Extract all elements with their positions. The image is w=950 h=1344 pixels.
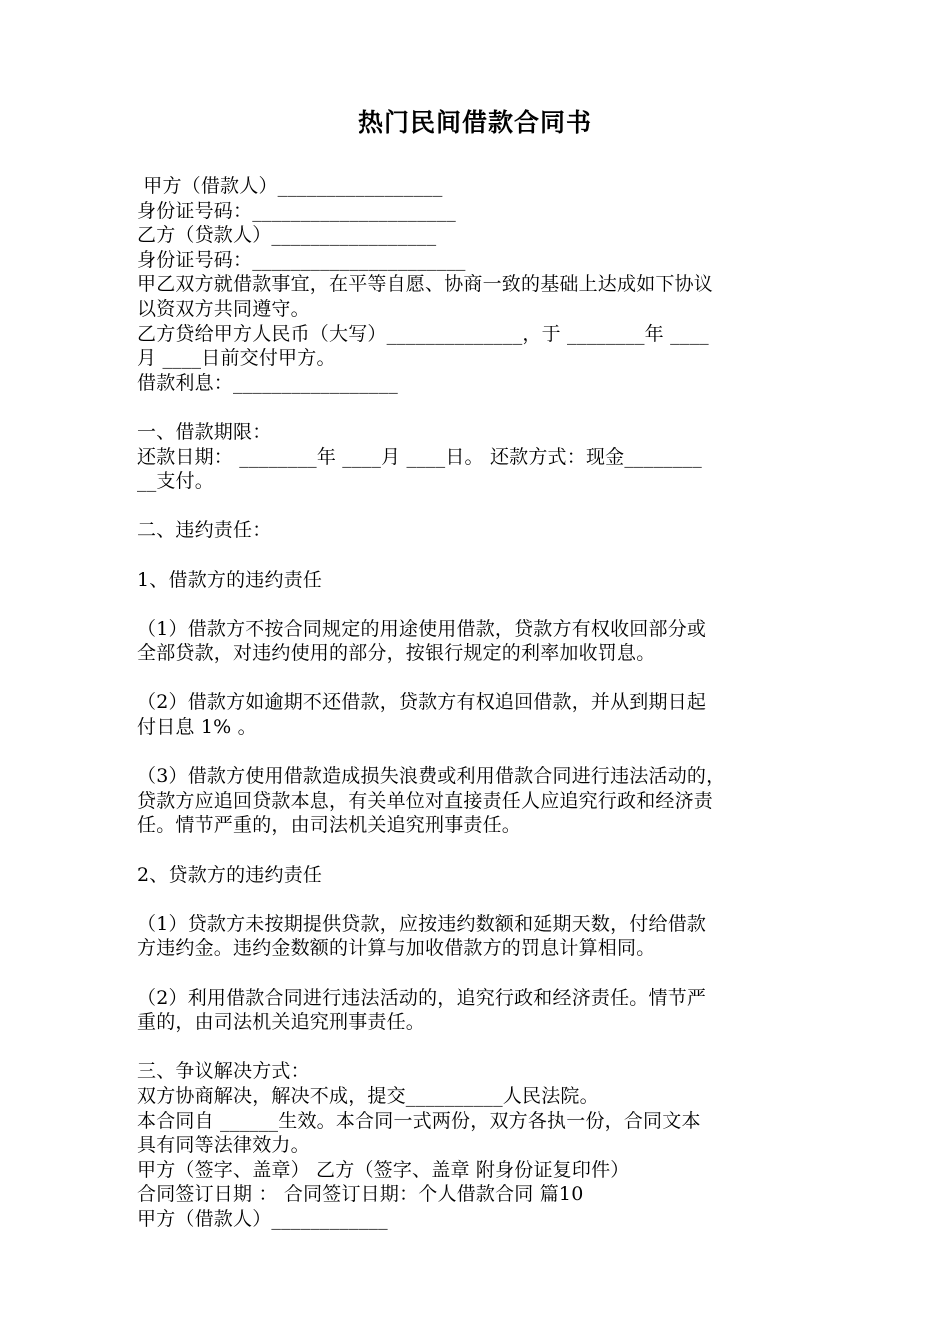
text-line: 还款日期： ________年 ____月 ____日。 还款方式：现金________ xyxy=(137,445,702,468)
text-line: 甲方（签字、盖章） 乙方（签字、盖章 附身份证复印件） xyxy=(137,1158,630,1181)
text-line: 身份证号码：_____________________ xyxy=(137,199,456,222)
document-body xyxy=(137,174,827,1232)
text-line: （2）借款方如逾期不还借款，贷款方有权追回借款，并从到期日起 xyxy=(137,691,707,714)
text-line: 甲方（借款人）_________________ xyxy=(137,175,443,197)
blank-line xyxy=(137,543,827,568)
text-line: 全部贷款，对违约使用的部分，按银行规定的利率加收罚息。 xyxy=(137,642,656,665)
text-line: （1）贷款方未按期提供贷款，应按违约数额和延期天数，付给借款 xyxy=(137,912,707,935)
text-line: 以资双方共同遵守。 xyxy=(137,297,310,320)
blank-line xyxy=(137,740,827,765)
text-line: 2、贷款方的违约责任 xyxy=(137,863,323,886)
text-line: 合同签订日期 ： 合同签订日期：个人借款合同 篇10 xyxy=(137,1183,584,1206)
text-line: 重的，由司法机关追究刑事责任。 xyxy=(137,1011,426,1034)
text-line: 贷款方应追回贷款本息，有关单位对直接责任人应追究行政和经济责 xyxy=(137,789,714,812)
text-line: （2）利用借款合同进行违法活动的，追究行政和经济责任。情节严 xyxy=(137,986,707,1009)
text-line: 本合同自 ______生效。本合同一式两份，双方各执一份，合同文本 xyxy=(137,1109,701,1132)
blank-line xyxy=(137,887,827,912)
blank-line xyxy=(137,1035,827,1060)
text-line: 具有同等法律效力。 xyxy=(137,1134,310,1157)
text-line: 乙方（贷款人）_________________ xyxy=(137,224,437,247)
text-line: 身份证号码：______________________ xyxy=(137,248,466,271)
blank-line xyxy=(137,666,827,691)
text-line: 付日息 1% 。 xyxy=(137,716,257,739)
text-line: 1、借款方的违约责任 xyxy=(137,568,323,591)
blank-line xyxy=(137,494,827,519)
text-line: 月 ____日前交付甲方。 xyxy=(137,347,336,370)
text-line: 乙方贷给甲方人民币（大写）______________，于 ________年 ____ xyxy=(137,322,709,345)
text-line: 借款利息：_________________ xyxy=(137,371,398,394)
document-title: 热门民间借款合同书 xyxy=(357,108,592,137)
blank-line xyxy=(137,961,827,986)
text-line: 任。情节严重的，由司法机关追究刑事责任。 xyxy=(137,814,522,837)
text-line: 甲方（借款人）____________ xyxy=(137,1207,388,1230)
blank-line xyxy=(137,592,827,617)
text-line: __支付。 xyxy=(137,470,215,493)
blank-line xyxy=(137,838,827,863)
blank-line xyxy=(137,395,827,420)
text-line: 方违约金。违约金数额的计算与加收借款方的罚息计算相同。 xyxy=(137,937,656,960)
text-line: （3）借款方使用借款造成损失浪费或利用借款合同进行违法活动的， xyxy=(137,765,726,788)
text-line: 甲乙双方就借款事宜，在平等自愿、协商一致的基础上达成如下协议 xyxy=(137,273,714,296)
text-line: 一、借款期限： xyxy=(137,420,272,443)
text-line: 三、争议解决方式： xyxy=(137,1060,310,1083)
text-line: （1）借款方不按合同规定的用途使用借款，贷款方有权收回部分或 xyxy=(137,617,707,640)
text-line: 双方协商解决，解决不成，提交__________人民法院。 xyxy=(137,1084,599,1107)
text-line: 二、违约责任： xyxy=(137,519,272,542)
